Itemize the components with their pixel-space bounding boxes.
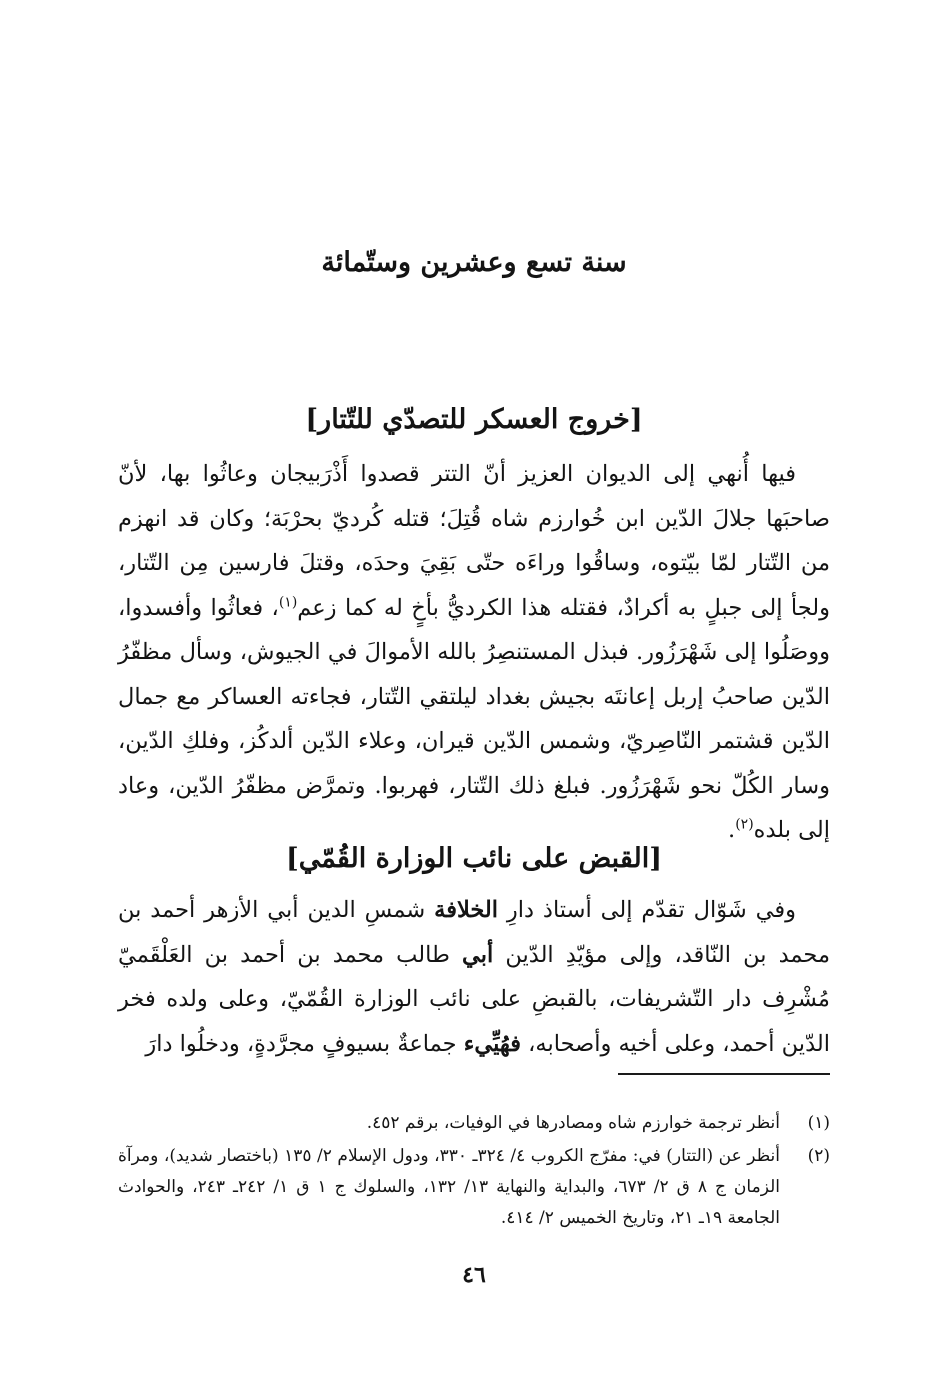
chapter-title: سنة تسع وعشرين وستّمائة — [321, 247, 627, 278]
paragraph-text: شمسِ الدين أبي الأزهر أحمد بن محمد بن النّاقد، وإلى مؤيّدِ الدّين — [118, 897, 830, 968]
footnote-number: (٢) — [807, 1146, 830, 1166]
paragraph-text: جماعةٌ بسيوفٍ مجرَّدةٍ، ودخلُوا دارَ — [145, 1030, 464, 1057]
footnote-text: أنظر ترجمة خوارزم شاه ومصادرها في الوفيات، برقم ٤٥٢. — [366, 1113, 780, 1133]
footnote-number: (١) — [807, 1113, 830, 1133]
footnote-item — [118, 1108, 830, 1139]
section-heading-arrest: [القبض على نائب الوزارة القُمّي] — [286, 843, 662, 874]
paragraph-text: فيها أُنهي إلى الديوان العزيز أنّ التتر قصدوا أَذْرَبيجان وعاثُوا بها، لأنّ صاحبَها جلالَ الدّين ابن خُوارزم شاه قُتِلَ؛ قتله كُرديّ بحرْبَة؛ وكان قد انهزم من التّتار لمّا بيّتوه، وساقُوا وراءَه حتّى بَقِيَ وحدَه، وقتلَ فارسين مِن التّتار، ولجأ إلى جبلٍ به أكرادٌ، فقتله هذا الكرديُّ بأخٍ له كما زعم — [118, 461, 830, 621]
paragraph-tatar — [118, 452, 830, 853]
paragraph-text: . — [728, 817, 736, 843]
bold-word: أبي — [462, 941, 494, 968]
footnote-text: أنظر عن (التتار) في: مفرّج الكروب ٤/ ٣٢٤ـ ٣٣٠، ودول الإسلام ٢/ ١٣٥ (باختصار شديد)، ومرآة الزمان ج ٨ ق ٢/ ٦٧٣، والبداية والنهاية ١٣/ ١٣٢، والسلوك ج ١ ق ١/ ٢٤٢ـ ٢٤٣، والحوادث الجامعة ١٩ـ ٢١، وتاريخ الخميس ٢/ ٤١٤. — [118, 1146, 780, 1228]
footnote-item — [118, 1141, 830, 1234]
paragraph-arrest — [118, 888, 830, 1066]
footnote-divider — [618, 1073, 830, 1075]
footnote-reference: (١) — [278, 594, 298, 610]
section-heading-tatar: [خروج العسكر للتصدّي للتّتار] — [305, 404, 643, 435]
footnotes-list — [118, 1108, 830, 1236]
bold-word: فهُيِّيء — [463, 1030, 521, 1057]
paragraph-text: وفي شَوّال تقدّم إلى أستاذ دارِ — [498, 897, 796, 923]
footnote-reference: (٢) — [735, 816, 754, 833]
paragraph-text: ، فعاثُوا وأفسدوا، ووصَلُوا إلى شَهْرَزُور. فبذل المستنصِرُ بالله الأموالَ في الجيوش، وسأل مظفّرُ الدّين صاحبُ إربل إعانتَه بجيش بغداد ليلتقي التّتار، فجاءته العساكر مع جمال الدّين قشتمر النّاصِريّ، وشمس الدّين قيران، وعلاء الدّين ألدكُز، وفلكِ الدّين، وسار الكُلّ نحو شَهْرَزُور. فبلغ ذلك التّتار، فهربوا. وتمرَّض مظفّرُ الدّين، وعاد إلى بلده — [118, 594, 830, 843]
bold-word: الخلافة — [434, 897, 498, 923]
page-number: ٤٦ — [462, 1262, 486, 1288]
paragraph-text: طالب محمد بن أحمد بن العَلْقَميّ مُشْرِف دار التّشريفات، بالقبضِ على نائب الوزارة القُمّيّ، وعلى ولده فخر الدّين أحمد، وعلى أخيه وأصحابه، — [118, 941, 830, 1057]
